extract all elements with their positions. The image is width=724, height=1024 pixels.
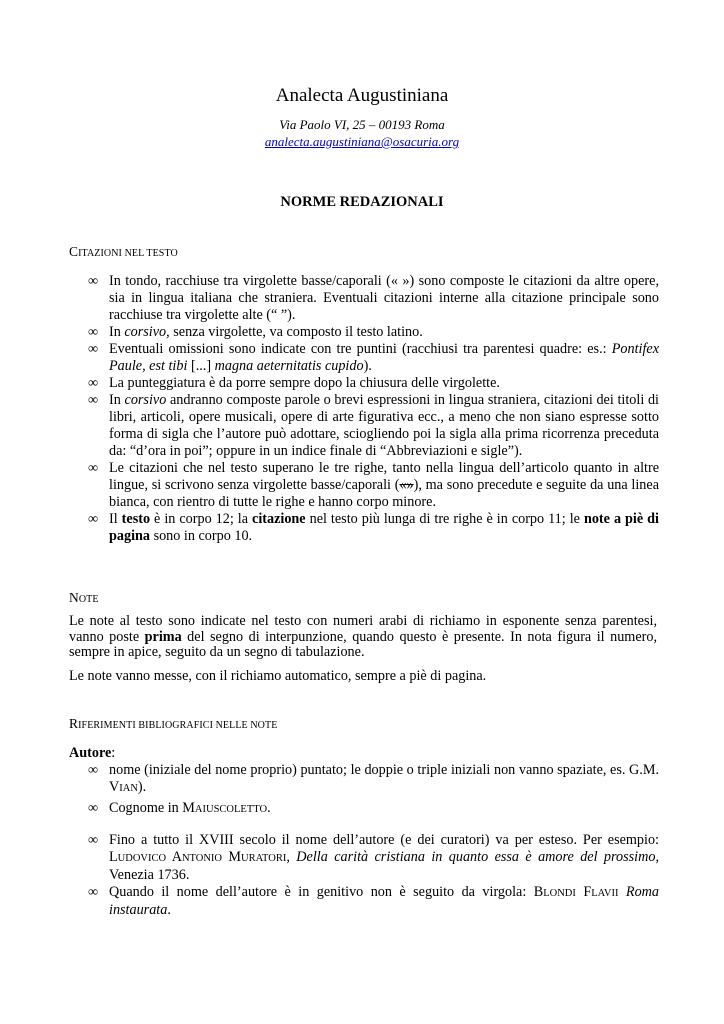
item-text: sono in corpo 10. — [150, 528, 253, 544]
infinity-bullet-icon: ∞ — [88, 800, 99, 816]
item-italic: magna aeternitatis cupido — [214, 358, 364, 374]
list-item — [69, 884, 659, 919]
autore-label — [69, 745, 657, 762]
item-bold: citazione — [252, 511, 306, 527]
item-text: , Venezia 1736. — [109, 849, 659, 883]
list-item — [69, 832, 659, 884]
item-smallcaps: LONDI — [543, 888, 576, 899]
item-text: è in corpo 12; la — [150, 511, 253, 527]
item-text: In — [109, 324, 125, 340]
item-text: [...] — [187, 358, 215, 374]
item-text: Le citazioni che nel testo superano le tre righe, tanto nella lingua dell’articolo quanto in altre lingue, si scrivono senza virgolette basse/caporali ( — [109, 460, 659, 493]
heading-rest: IFERIMENTI BIBLIOGRAFICI NELLE NOTE — [78, 720, 278, 731]
item-smallcaps: NTONIO — [181, 853, 223, 864]
item-text: , — [286, 849, 297, 865]
item-smallcaps: UDOVICO — [117, 853, 167, 864]
infinity-bullet-icon: ∞ — [88, 460, 99, 476]
document-title: NORME REDAZIONALI — [280, 194, 444, 210]
heading-initial: R — [69, 716, 79, 731]
item-text: ). — [363, 358, 372, 374]
item-text: nel testo più lunga di tre righe è in corpo 11; le — [305, 511, 584, 527]
heading-rest: ITAZIONI NEL TESTO — [78, 248, 178, 259]
note-paragraph-2: Le note vanno messe, con il richiamo automatico, sempre a piè di pagina. — [69, 668, 487, 684]
autore-colon: : — [111, 745, 116, 761]
item-smallcaps: URATORI — [241, 853, 287, 864]
list-item — [69, 375, 659, 392]
item-text: . — [267, 800, 271, 816]
heading-initial: C — [69, 244, 79, 259]
item-text: La punteggiatura è da porre sempre dopo la chiusura delle virgolette. — [109, 375, 500, 391]
item-text: F — [575, 884, 592, 900]
item-text: . — [167, 902, 171, 918]
item-smallcaps: LAVII — [591, 888, 619, 899]
item-text: Quando il nome dell’autore è in genitivo non è seguito da virgola: B — [109, 884, 544, 900]
journal-email — [0, 133, 724, 150]
item-italic: Roma instaurata — [109, 884, 660, 918]
item-strikethrough: «» — [399, 477, 414, 493]
item-italic: Della carità cristiana in quanto essa è amore del prossimo — [296, 849, 656, 865]
item-italic: Pontifex Paule, est tibi — [109, 341, 659, 374]
infinity-bullet-icon: ∞ — [88, 762, 99, 778]
journal-address: Via Paolo VI, 25 – 00193 Roma — [279, 117, 445, 132]
item-text: Il — [109, 511, 122, 527]
para-text: del segno di interpunzione, quando questo è presente. In nota figura il numero, sempre in apice, seguito da un segno di tabulazione. — [69, 628, 657, 660]
list-item — [69, 511, 659, 545]
autore-label-text: Autore — [69, 745, 112, 761]
list-item — [69, 392, 659, 460]
section-heading-citazioni — [69, 243, 178, 262]
list-item — [69, 273, 659, 324]
item-italic: corsivo — [124, 324, 167, 340]
item-bold: testo — [121, 511, 151, 527]
item-text: Fino a tutto il XVIII secolo il nome dell’autore (e dei curatori) va per esteso. Per esempio: L — [109, 832, 659, 865]
list-item — [69, 460, 659, 511]
journal-title: Analecta Augustiniana — [275, 85, 449, 106]
email-link[interactable]: analecta.augustiniana@osacuria.org — [264, 134, 460, 149]
section-heading-riferimenti — [69, 715, 277, 734]
riferimenti-list-1 — [69, 762, 659, 818]
heading-initial: N — [69, 590, 79, 605]
item-smallcaps: IAN — [119, 783, 138, 794]
infinity-bullet-icon: ∞ — [88, 832, 99, 848]
note-paragraph-1 — [69, 614, 657, 661]
list-item — [69, 324, 659, 341]
list-item — [69, 800, 659, 818]
item-italic: corsivo — [124, 392, 167, 408]
para-text: Le note al testo sono indicate nel testo con numeri arabi di richiamo in esponente senza parentesi, vanno poste — [69, 613, 657, 645]
infinity-bullet-icon: ∞ — [88, 511, 99, 527]
item-text: A — [166, 849, 182, 865]
item-text: In tondo, racchiuse tra virgolette basse/caporali (« ») sono composte le citazioni da altre opere, sia in lingua italiana che straniera. Eventuali citazioni interne alla citazione principale sono racchiuse tra virgolette alte (“ ”). — [109, 273, 659, 323]
item-text: M — [222, 849, 242, 865]
item-text: In — [109, 392, 125, 408]
section-heading-note — [69, 589, 99, 608]
infinity-bullet-icon: ∞ — [88, 273, 99, 289]
item-text: andranno composte parole o brevi espressioni in lingua straniera, citazioni dei titoli di libri, articoli, opere musicali, opere di arte figurativa ecc., a meno che non siano espresse sotto forma di sigla che l’autore può adottare, sciogliendo poi la sigla alla prima ricorrenza preceduta da: “d’ora in poi”; oppure in un indice finale di “Abbreviazioni e sigle”). — [109, 392, 659, 459]
citazioni-list — [69, 273, 659, 545]
infinity-bullet-icon: ∞ — [88, 341, 99, 357]
infinity-bullet-icon: ∞ — [88, 324, 99, 340]
infinity-bullet-icon: ∞ — [88, 392, 99, 408]
item-text — [618, 884, 625, 900]
para-bold: prima — [144, 628, 182, 645]
heading-rest: OTE — [78, 594, 99, 605]
item-text: Cognome in M — [109, 800, 195, 816]
riferimenti-list-2 — [69, 832, 659, 919]
infinity-bullet-icon: ∞ — [88, 884, 99, 900]
list-item — [69, 341, 659, 375]
item-text: Eventuali omissioni sono indicate con tre puntini (racchiusi tra parentesi quadre: es.: — [109, 341, 612, 357]
item-text: ). — [137, 779, 147, 795]
infinity-bullet-icon: ∞ — [88, 375, 99, 391]
item-text: ), ma sono precedute e seguite da una linea bianca, con rientro di tutte le righe e hanno corpo minore. — [109, 477, 659, 510]
list-item — [69, 762, 659, 797]
item-smallcaps: AIUSCOLETTO — [194, 804, 268, 815]
item-bold: note a piè di pagina — [109, 511, 659, 544]
item-text: , senza virgolette, va composto il testo latino. — [166, 324, 423, 340]
item-text: nome (iniziale del nome proprio) puntato; le doppie o triple iniziali non vanno spaziate, es. G.M. V — [109, 762, 659, 795]
